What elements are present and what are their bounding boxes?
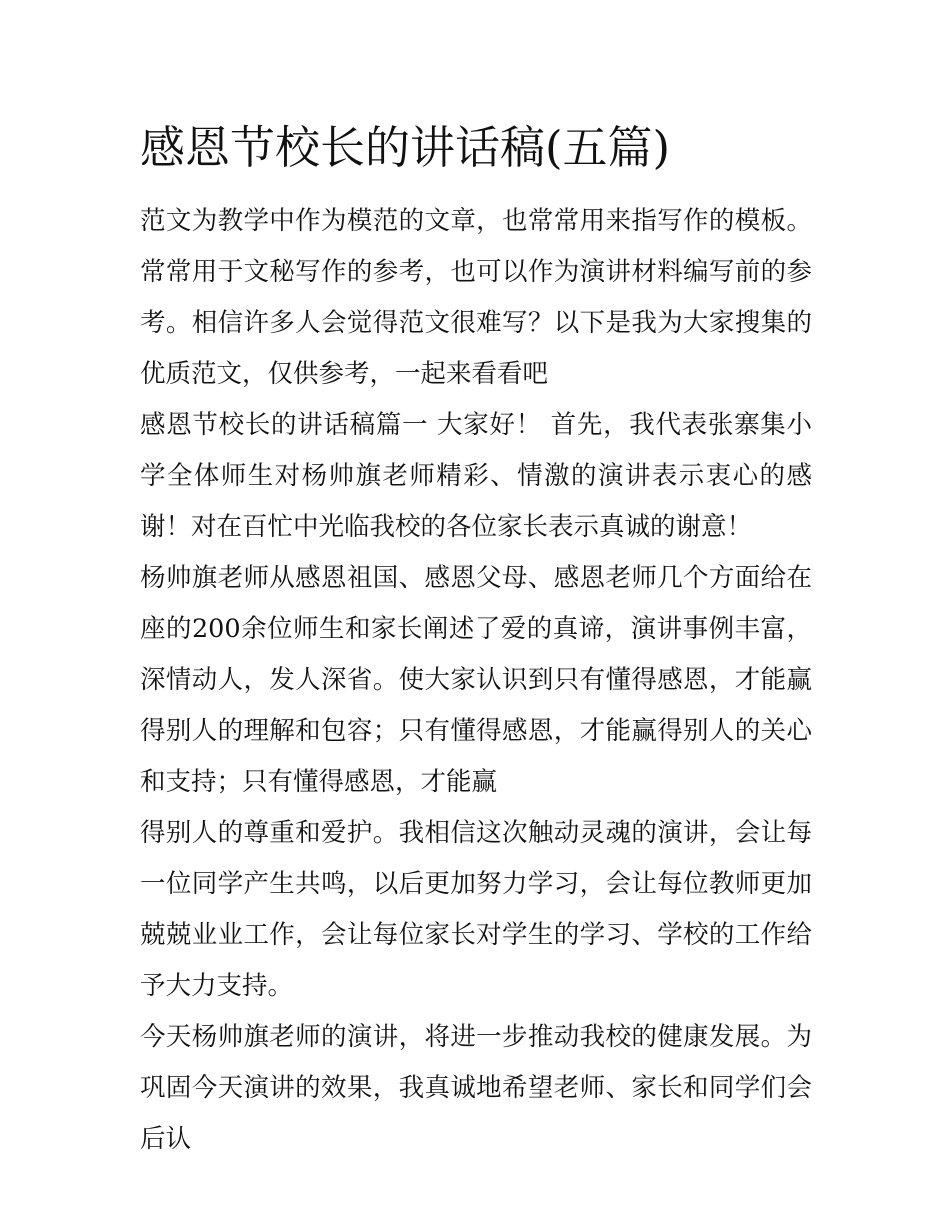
paragraph-intro: 范文为教学中作为模范的文章，也常常用来指写作的模板。常常用于文秘写作的参考，也可以作为演讲材料编写前的参考。相信许多人会觉得范文很难写？以下是我为大家搜集的优质范文，仅供参考，一起来看看吧 bbox=[140, 206, 812, 389]
document-title: 感恩节校长的讲话稿(五篇) bbox=[140, 121, 671, 174]
paragraph-speech-summary: 杨帅旗老师从感恩祖国、感恩父母、感恩老师几个方面给在座的200余位师生和家长阐述了爱的真谛，演讲事例丰富，深情动人，发人深省。使大家认识到只有懂得感恩，才能赢得别人的理解和包容；只有懂得感恩，才能赢得别人的关心和支持；只有懂得感恩，才能赢 bbox=[140, 563, 812, 797]
paragraph-closing: 今天杨帅旗老师的演讲，将进一步推动我校的健康发展。为巩固今天演讲的效果，我真诚地希望老师、家长和同学们会后认 bbox=[140, 1022, 812, 1154]
paragraph-expectations: 得别人的尊重和爱护。我相信这次触动灵魂的演讲，会让每一位同学产生共鸣，以后更加努力学习，会让每位教师更加兢兢业业工作，会让每位家长对学生的学习、学校的工作给予大力支持。 bbox=[140, 818, 812, 1001]
document-page bbox=[140, 118, 812, 1165]
paragraph-opening: 感恩节校长的讲话稿篇一 大家好！ 首先，我代表张寨集小学全体师生对杨帅旗老师精彩、情激的演讲表示衷心的感谢！对在百忙中光临我校的各位家长表示真诚的谢意！ bbox=[140, 410, 812, 542]
